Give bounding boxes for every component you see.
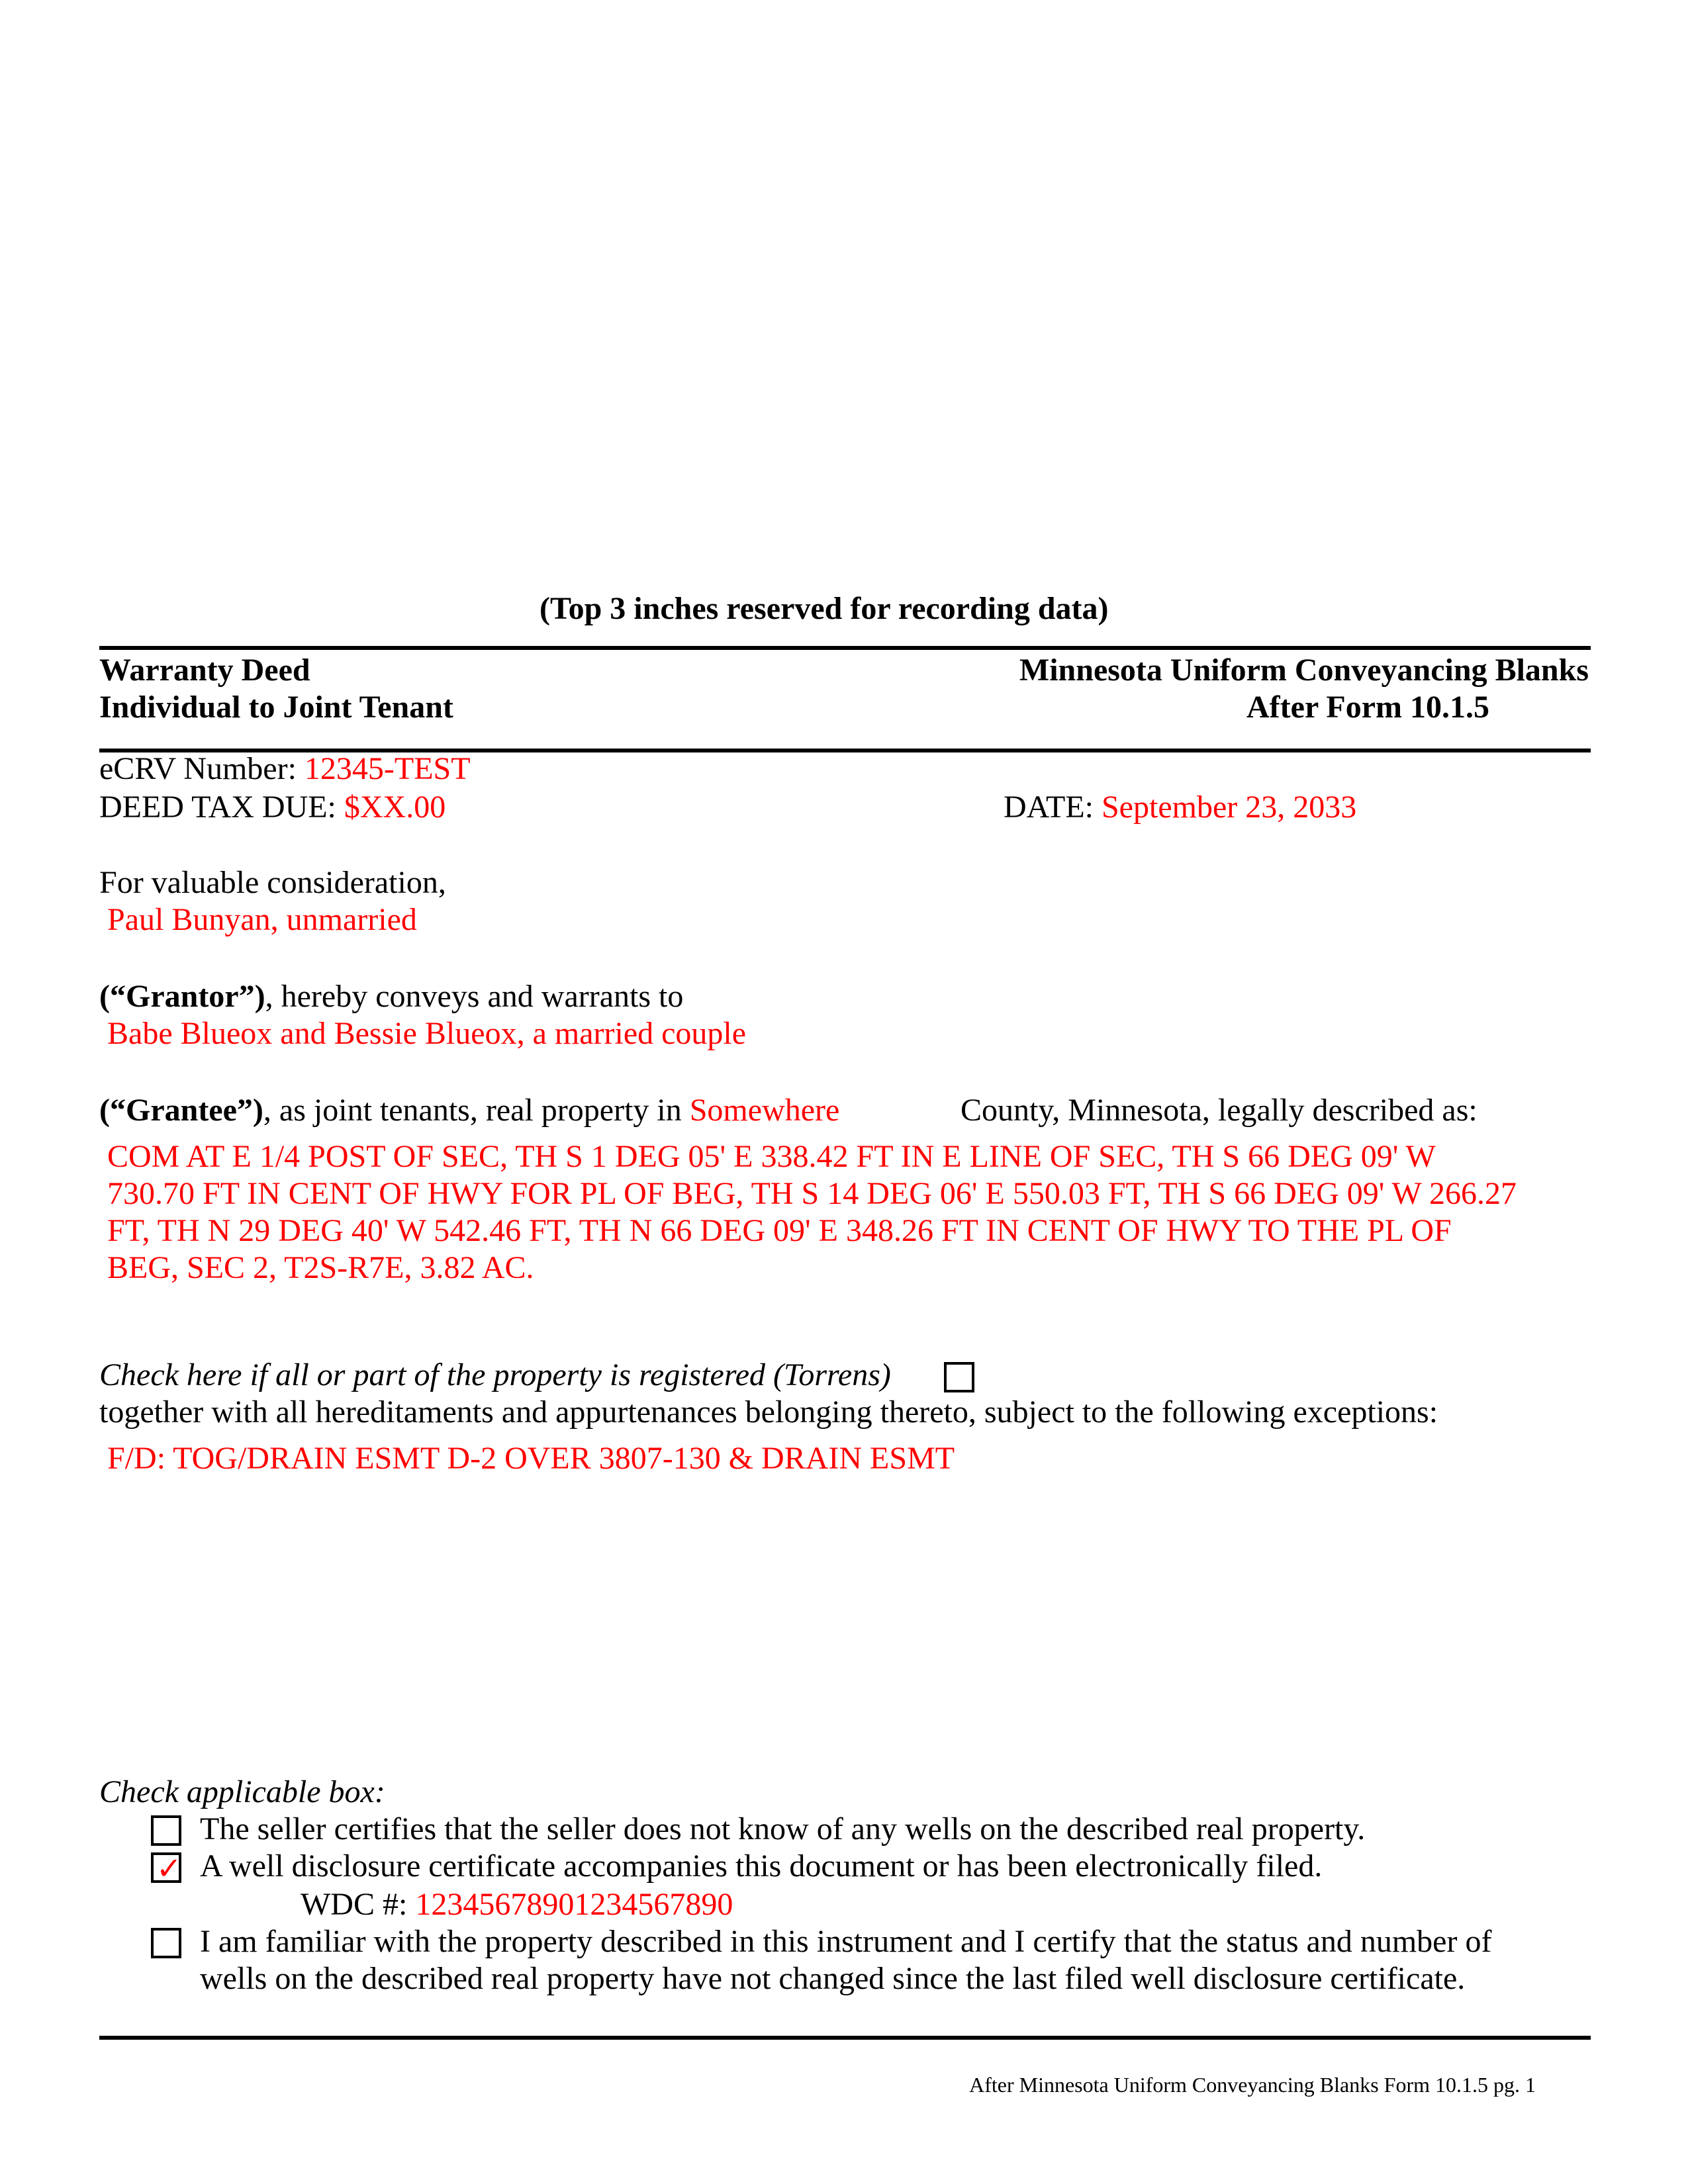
torrens-text: Check here if all or part of the property is registered (Torrens)	[99, 1357, 891, 1392]
grantor-label: (“Grantor”)	[99, 979, 265, 1014]
legal-description-line: FT, TH N 29 DEG 40' W 542.46 FT, TH N 66 DEG 09' E 348.26 FT IN CENT OF HWY TO THE PL OF	[107, 1213, 1452, 1248]
legal-description-line: BEG, SEC 2, T2S-R7E, 3.82 AC.	[107, 1250, 534, 1285]
ecrv-number: 12345-TEST	[304, 751, 471, 786]
page-footer: After Minnesota Uniform Conveyancing Blanks Form 10.1.5 pg. 1	[969, 2073, 1536, 2097]
no-wells-text: The seller certifies that the seller does not know of any wells on the described real property.	[200, 1811, 1366, 1846]
deed-tax-row	[99, 789, 445, 826]
header-top-rule	[99, 646, 1591, 650]
no-wells-checkbox[interactable]	[151, 1815, 181, 1846]
wdc-label: WDC #:	[301, 1887, 408, 1922]
date-value: September 23, 2033	[1101, 790, 1357, 825]
consideration-text: For valuable consideration,	[99, 865, 446, 900]
document-subtitle: Individual to Joint Tenant	[99, 690, 453, 725]
exceptions-text: F/D: TOG/DRAIN ESMT D-2 OVER 3807-130 & DRAIN ESMT	[107, 1441, 955, 1476]
no-change-text-line2: wells on the described real property have not changed since the last filed well disclosure certificate.	[200, 1961, 1466, 1996]
form-number: After Form 10.1.5	[1246, 690, 1489, 725]
wdc-number: 12345678901234567890	[415, 1887, 733, 1922]
grantor-text: , hereby conveys and warrants to	[265, 979, 684, 1014]
recording-data-note: (Top 3 inches reserved for recording data)	[539, 591, 1109, 626]
well-certificate-checkbox[interactable]	[151, 1850, 182, 1886]
form-name: Minnesota Uniform Conveyancing Blanks	[1019, 653, 1589, 688]
legal-description-line: 730.70 FT IN CENT OF HWY FOR PL OF BEG, TH S 14 DEG 06' E 550.03 FT, TH S 66 DEG 09' W 266.27	[107, 1176, 1517, 1211]
no-change-text-line1: I am familiar with the property described in this instrument and I certify that the status and number of	[200, 1924, 1492, 1959]
well-certificate-text: A well disclosure certificate accompanies this document or has been electronically filed.	[200, 1848, 1323, 1884]
checkmark-icon: ✓	[156, 1850, 182, 1886]
date-label: DATE:	[1004, 790, 1094, 825]
deed-tax-label: DEED TAX DUE:	[99, 790, 336, 825]
date-row	[1004, 789, 1356, 826]
ecrv-label: eCRV Number:	[99, 751, 297, 786]
legal-description-line: COM AT E 1/4 POST OF SEC, TH S 1 DEG 05' E 338.42 FT IN E LINE OF SEC, TH S 66 DEG 09' W	[107, 1139, 1436, 1174]
ecrv-row	[99, 751, 471, 788]
wdc-row	[301, 1886, 733, 1923]
grantee-names: Babe Blueox and Bessie Blueox, a married couple	[107, 1016, 747, 1051]
grantor-name: Paul Bunyan, unmarried	[107, 902, 417, 937]
county-value: Somewhere	[689, 1093, 840, 1128]
grantee-text: , as joint tenants, real property in	[263, 1093, 682, 1128]
no-change-checkbox[interactable]	[151, 1928, 181, 1958]
hereditaments-text: together with all hereditaments and appurtenances belonging thereto, subject to the following exceptions:	[99, 1394, 1438, 1430]
footer-rule	[99, 2036, 1591, 2040]
well-heading: Check applicable box:	[99, 1774, 385, 1809]
document-title: Warranty Deed	[99, 653, 310, 688]
torrens-checkbox[interactable]	[944, 1362, 974, 1392]
deed-tax-value: $XX.00	[344, 790, 446, 825]
county-text: County, Minnesota, legally described as:	[961, 1093, 1477, 1128]
grantee-label: (“Grantee”)	[99, 1093, 263, 1128]
grantor-clause	[99, 978, 683, 1015]
grantee-clause	[99, 1092, 839, 1129]
